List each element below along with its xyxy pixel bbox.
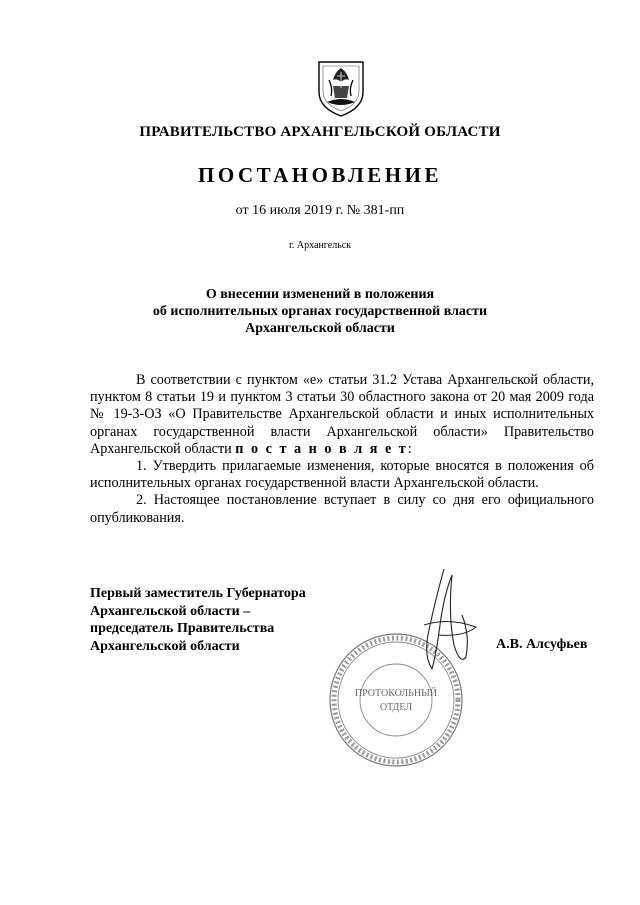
handwritten-signature: [404, 565, 484, 675]
signer-title: [90, 585, 306, 655]
title-line: О внесении изменений в положения: [205, 287, 435, 302]
document-type: ПОСТАНОВЛЕНИЕ: [198, 163, 442, 187]
stamp-center-text: ПРОТОКОЛЬНЫЙ: [354, 688, 438, 699]
numbered-item: 2. Настоящее постановление вступает в силу со дня его официального опубликования.: [90, 492, 594, 526]
signer-name: А.В. Алсуфьев: [496, 637, 588, 652]
decree-word: п о с т а н о в л я е т: [235, 440, 408, 457]
document-city: г. Архангельск: [288, 240, 352, 251]
decree-colon: :: [407, 440, 412, 457]
preamble-paragraph: [90, 372, 594, 458]
document-title: [0, 286, 640, 337]
signer-title-line: Архангельской области: [90, 638, 240, 654]
title-line: Архангельской области: [245, 321, 395, 336]
signer-title-line: Первый заместитель Губернатора: [90, 586, 306, 601]
signer-title-line: Архангельской области –: [90, 603, 251, 619]
title-line: об исполнительных органах государственной власти: [152, 304, 488, 319]
preamble-text: В соответствии с пунктом «е» статьи 31.2 Устава Архангельской области, пунктом 8 статьи 19 и пунктом 3 статьи 30 областного закона от 20 мая 2009 года № 19-3-ОЗ «О Правительстве Архангельской области и иных исполнительных органах государственной власти Архангельской области» Правительство Архангельской области: [90, 372, 594, 457]
coat-of-arms-emblem: [311, 58, 371, 118]
document-body: [90, 372, 594, 527]
numbered-item: 1. Утвердить прилагаемые изменения, которые вносятся в положения об исполнительных органах государственной власти Архангельской области.: [90, 458, 594, 492]
organization-name: ПРАВИТЕЛЬСТВО АРХАНГЕЛЬСКОЙ ОБЛАСТИ: [139, 124, 501, 140]
document-date-number: от 16 июля 2019 г. № 381-пп: [235, 203, 405, 218]
signer-title-line: председатель Правительства: [90, 621, 275, 637]
stamp-center-text: ОТДЕЛ: [379, 702, 413, 713]
